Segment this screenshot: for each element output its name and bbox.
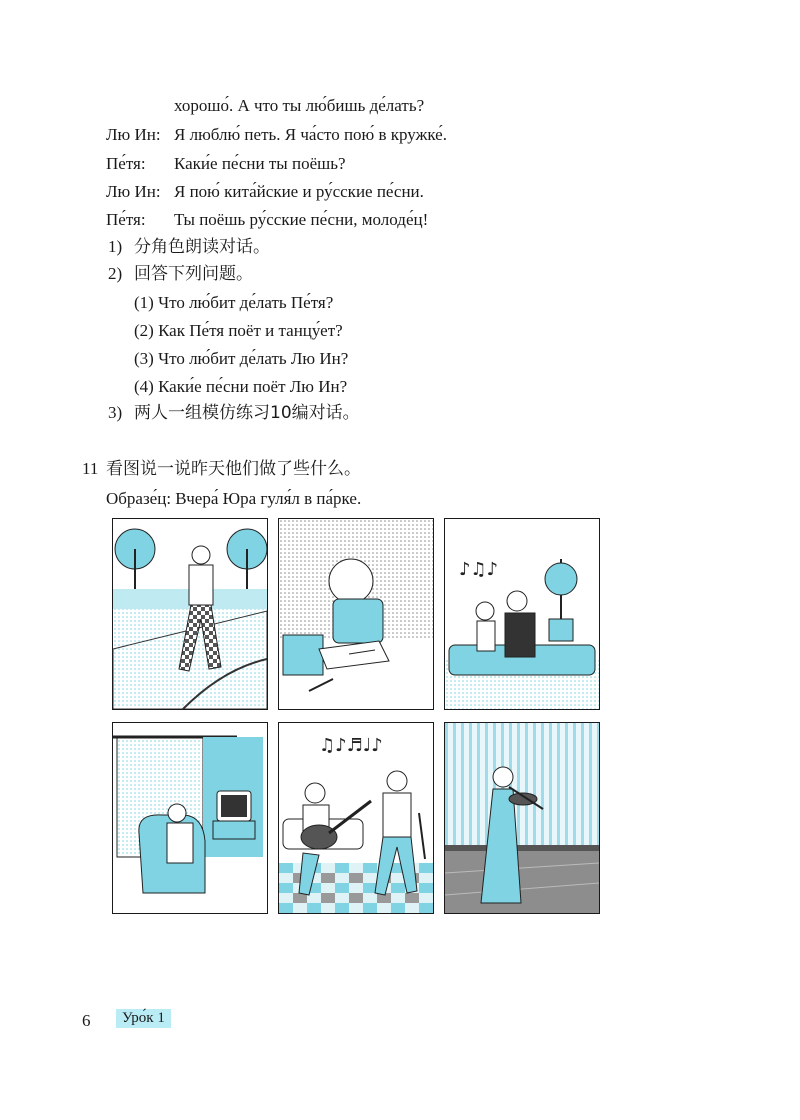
page-number: 6 bbox=[82, 1011, 91, 1030]
question-item: (1) Что лю́бит де́лать Пе́тя? bbox=[134, 293, 334, 312]
dialogue-speaker: Пе́тя: bbox=[106, 210, 146, 229]
task-number: 1) bbox=[108, 237, 123, 256]
task-number: 2) bbox=[108, 264, 123, 283]
dialogue-line-text: Я пою́ кита́йские и ру́сские пе́сни. bbox=[174, 182, 424, 201]
task-text: 两人一组模仿练习10编对话。 bbox=[134, 403, 360, 423]
dialogue-line-text: Ты поёшь ру́сские пе́сни, молоде́ц! bbox=[174, 210, 429, 229]
picture-watching-tv bbox=[112, 722, 268, 914]
svg-text:♫♪♬♩♪: ♫♪♬♩♪ bbox=[319, 735, 383, 756]
question-item: (3) Что лю́бит де́лать Лю Ин? bbox=[134, 349, 349, 368]
picture-singing-with-guitar bbox=[278, 722, 434, 914]
picture-music-on-bench bbox=[444, 518, 600, 710]
picture-walking-in-park bbox=[112, 518, 268, 710]
question-item: (4) Каки́е пе́сни поёт Лю Ин? bbox=[134, 377, 348, 396]
task-text: 分角色朗读对话。 bbox=[134, 237, 270, 257]
exercise-number: 11 bbox=[82, 459, 99, 478]
dialogue-line-text: хорошо́. А что ты лю́бишь де́лать? bbox=[174, 96, 425, 115]
task-number: 3) bbox=[108, 403, 123, 422]
dialogue-line-text: Я люблю́ петь. Я ча́сто пою́ в кружке́. bbox=[174, 125, 447, 144]
lesson-tag: Уро́к 1 bbox=[116, 1009, 171, 1028]
picture-reading-at-desk bbox=[278, 518, 434, 710]
svg-text:♪♫♪: ♪♫♪ bbox=[459, 559, 499, 580]
exercise-instruction: 看图说一说昨天他们做了些什么。 bbox=[106, 459, 361, 479]
exercise-example: Образе́ц: Вчера́ Юра гуля́л в па́рке. bbox=[106, 489, 362, 508]
dialogue-line-text: Каки́е пе́сни ты поёшь? bbox=[174, 154, 346, 173]
dialogue-speaker: Лю Ин: bbox=[106, 182, 161, 201]
dialogue-speaker: Лю Ин: bbox=[106, 125, 161, 144]
question-item: (2) Как Пе́тя поёт и танцу́ет? bbox=[134, 321, 343, 340]
picture-playing-violin bbox=[444, 722, 600, 914]
dialogue-speaker: Пе́тя: bbox=[106, 154, 146, 173]
task-text: 回答下列问题。 bbox=[134, 264, 253, 284]
